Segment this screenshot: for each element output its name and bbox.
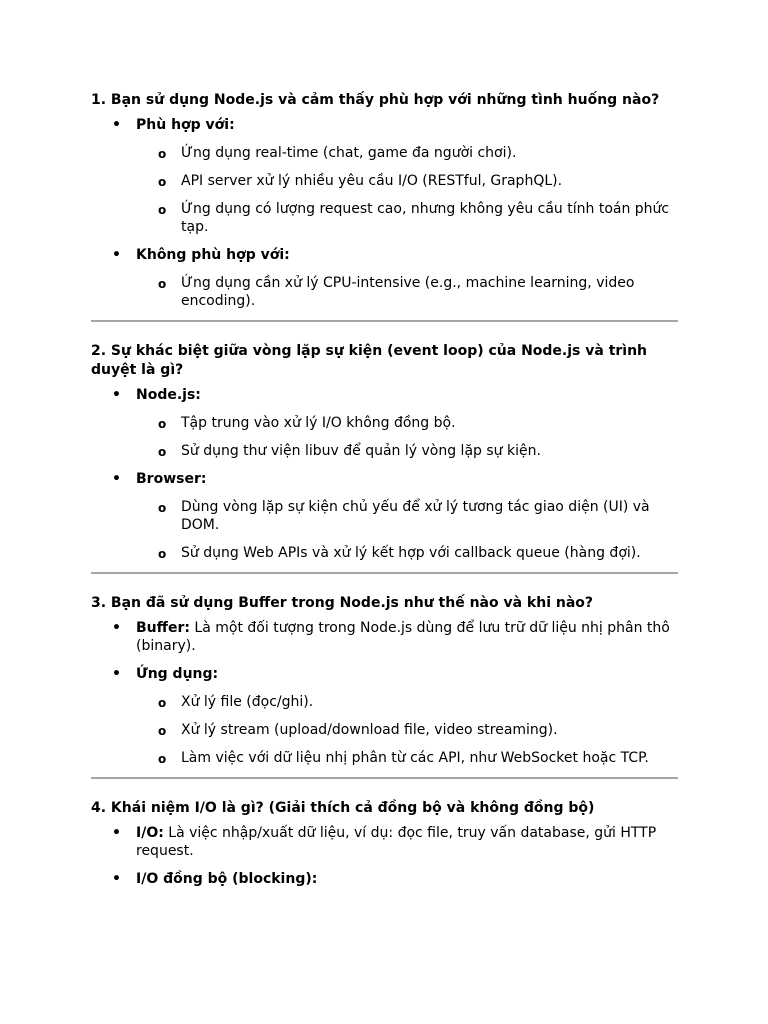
bullet-circle-icon: o xyxy=(158,696,167,710)
section-divider xyxy=(91,777,678,779)
section-divider xyxy=(91,320,678,322)
sub-item-text: Làm việc với dữ liệu nhị phân từ các API, như WebSocket hoặc TCP. xyxy=(181,750,649,766)
answer-item xyxy=(91,870,678,888)
sub-item-text: API server xử lý nhiều yêu cầu I/O (RESTful, GraphQL). xyxy=(181,173,563,189)
sub-item xyxy=(136,414,678,432)
sub-item-text: Ứng dụng cần xử lý CPU-intensive (e.g., machine learning, video encoding). xyxy=(181,275,635,309)
answer-item xyxy=(91,246,678,310)
sub-item-text: Sử dụng thư viện libuv để quản lý vòng lặp sự kiện. xyxy=(181,443,541,459)
sub-list xyxy=(136,498,678,562)
question-heading: 1. Bạn sử dụng Node.js và cảm thấy phù hợp với những tình huống nào? xyxy=(91,92,660,108)
bullet-dot-icon: • xyxy=(112,117,121,133)
answer-item xyxy=(91,824,678,860)
bullet-circle-icon: o xyxy=(158,752,167,766)
bullet-dot-icon: • xyxy=(112,825,121,841)
answer-item xyxy=(91,470,678,562)
bullet-circle-icon: o xyxy=(158,547,167,561)
bullet-circle-icon: o xyxy=(158,277,167,291)
sub-item xyxy=(136,172,678,190)
sub-item xyxy=(136,200,678,236)
sub-item-text: Sử dụng Web APIs và xử lý kết hợp với callback queue (hàng đợi). xyxy=(181,545,641,561)
bullet-circle-icon: o xyxy=(158,147,167,161)
sub-item xyxy=(136,274,678,310)
answer-item xyxy=(91,665,678,767)
answer-text: Là việc nhập/xuất dữ liệu, ví dụ: đọc file, truy vấn database, gửi HTTP request. xyxy=(136,825,657,859)
answer-list xyxy=(91,619,678,767)
bullet-circle-icon: o xyxy=(158,203,167,217)
sub-item xyxy=(136,721,678,739)
question-heading: 3. Bạn đã sử dụng Buffer trong Node.js như thế nào và khi nào? xyxy=(91,595,594,611)
sub-item-text: Ứng dụng real-time (chat, game đa người chơi). xyxy=(181,145,517,161)
answer-list xyxy=(91,116,678,310)
question-section xyxy=(91,594,678,767)
bullet-circle-icon: o xyxy=(158,501,167,515)
bullet-dot-icon: • xyxy=(112,620,121,636)
question-section xyxy=(91,342,678,562)
answer-label: Phù hợp với: xyxy=(136,117,235,133)
bullet-dot-icon: • xyxy=(112,871,121,887)
answer-label: Browser: xyxy=(136,471,207,487)
sub-item-text: Xử lý stream (upload/download file, video streaming). xyxy=(181,722,558,738)
sub-item-text: Dùng vòng lặp sự kiện chủ yếu để xử lý tương tác giao diện (UI) và DOM. xyxy=(181,499,650,533)
answer-item xyxy=(91,386,678,460)
sub-item xyxy=(136,749,678,767)
sub-item-text: Tập trung vào xử lý I/O không đồng bộ. xyxy=(181,415,456,431)
sub-item xyxy=(136,442,678,460)
bullet-dot-icon: • xyxy=(112,247,121,263)
sub-item-text: Xử lý file (đọc/ghi). xyxy=(181,694,314,710)
sub-item xyxy=(136,544,678,562)
answer-item xyxy=(91,619,678,655)
sub-item xyxy=(136,498,678,534)
bullet-circle-icon: o xyxy=(158,445,167,459)
answer-label: Không phù hợp với: xyxy=(136,247,290,263)
answer-list xyxy=(91,386,678,562)
answer-label: I/O đồng bộ (blocking): xyxy=(136,871,318,887)
bullet-dot-icon: • xyxy=(112,387,121,403)
sub-list xyxy=(136,414,678,460)
answer-list xyxy=(91,824,678,888)
question-heading: 4. Khái niệm I/O là gì? (Giải thích cả đồng bộ và không đồng bộ) xyxy=(91,800,595,816)
question-heading: 2. Sự khác biệt giữa vòng lặp sự kiện (event loop) của Node.js và trình duyệt là gì? xyxy=(91,343,648,378)
sub-list xyxy=(136,274,678,310)
sub-list xyxy=(136,693,678,767)
bullet-circle-icon: o xyxy=(158,417,167,431)
sub-item-text: Ứng dụng có lượng request cao, nhưng không yêu cầu tính toán phức tạp. xyxy=(181,201,670,235)
answer-label: Node.js: xyxy=(136,387,201,403)
answer-label: Ứng dụng: xyxy=(136,666,219,682)
sub-item xyxy=(136,144,678,162)
sub-item xyxy=(136,693,678,711)
question-section xyxy=(91,91,678,310)
bullet-circle-icon: o xyxy=(158,724,167,738)
bullet-dot-icon: • xyxy=(112,666,121,682)
answer-label: I/O: xyxy=(136,825,164,841)
section-divider xyxy=(91,572,678,574)
answer-label: Buffer: xyxy=(136,620,190,636)
answer-item xyxy=(91,116,678,236)
bullet-dot-icon: • xyxy=(112,471,121,487)
sub-list xyxy=(136,144,678,236)
question-section xyxy=(91,799,678,888)
bullet-circle-icon: o xyxy=(158,175,167,189)
answer-text: Là một đối tượng trong Node.js dùng để lưu trữ dữ liệu nhị phân thô (binary). xyxy=(136,620,670,654)
